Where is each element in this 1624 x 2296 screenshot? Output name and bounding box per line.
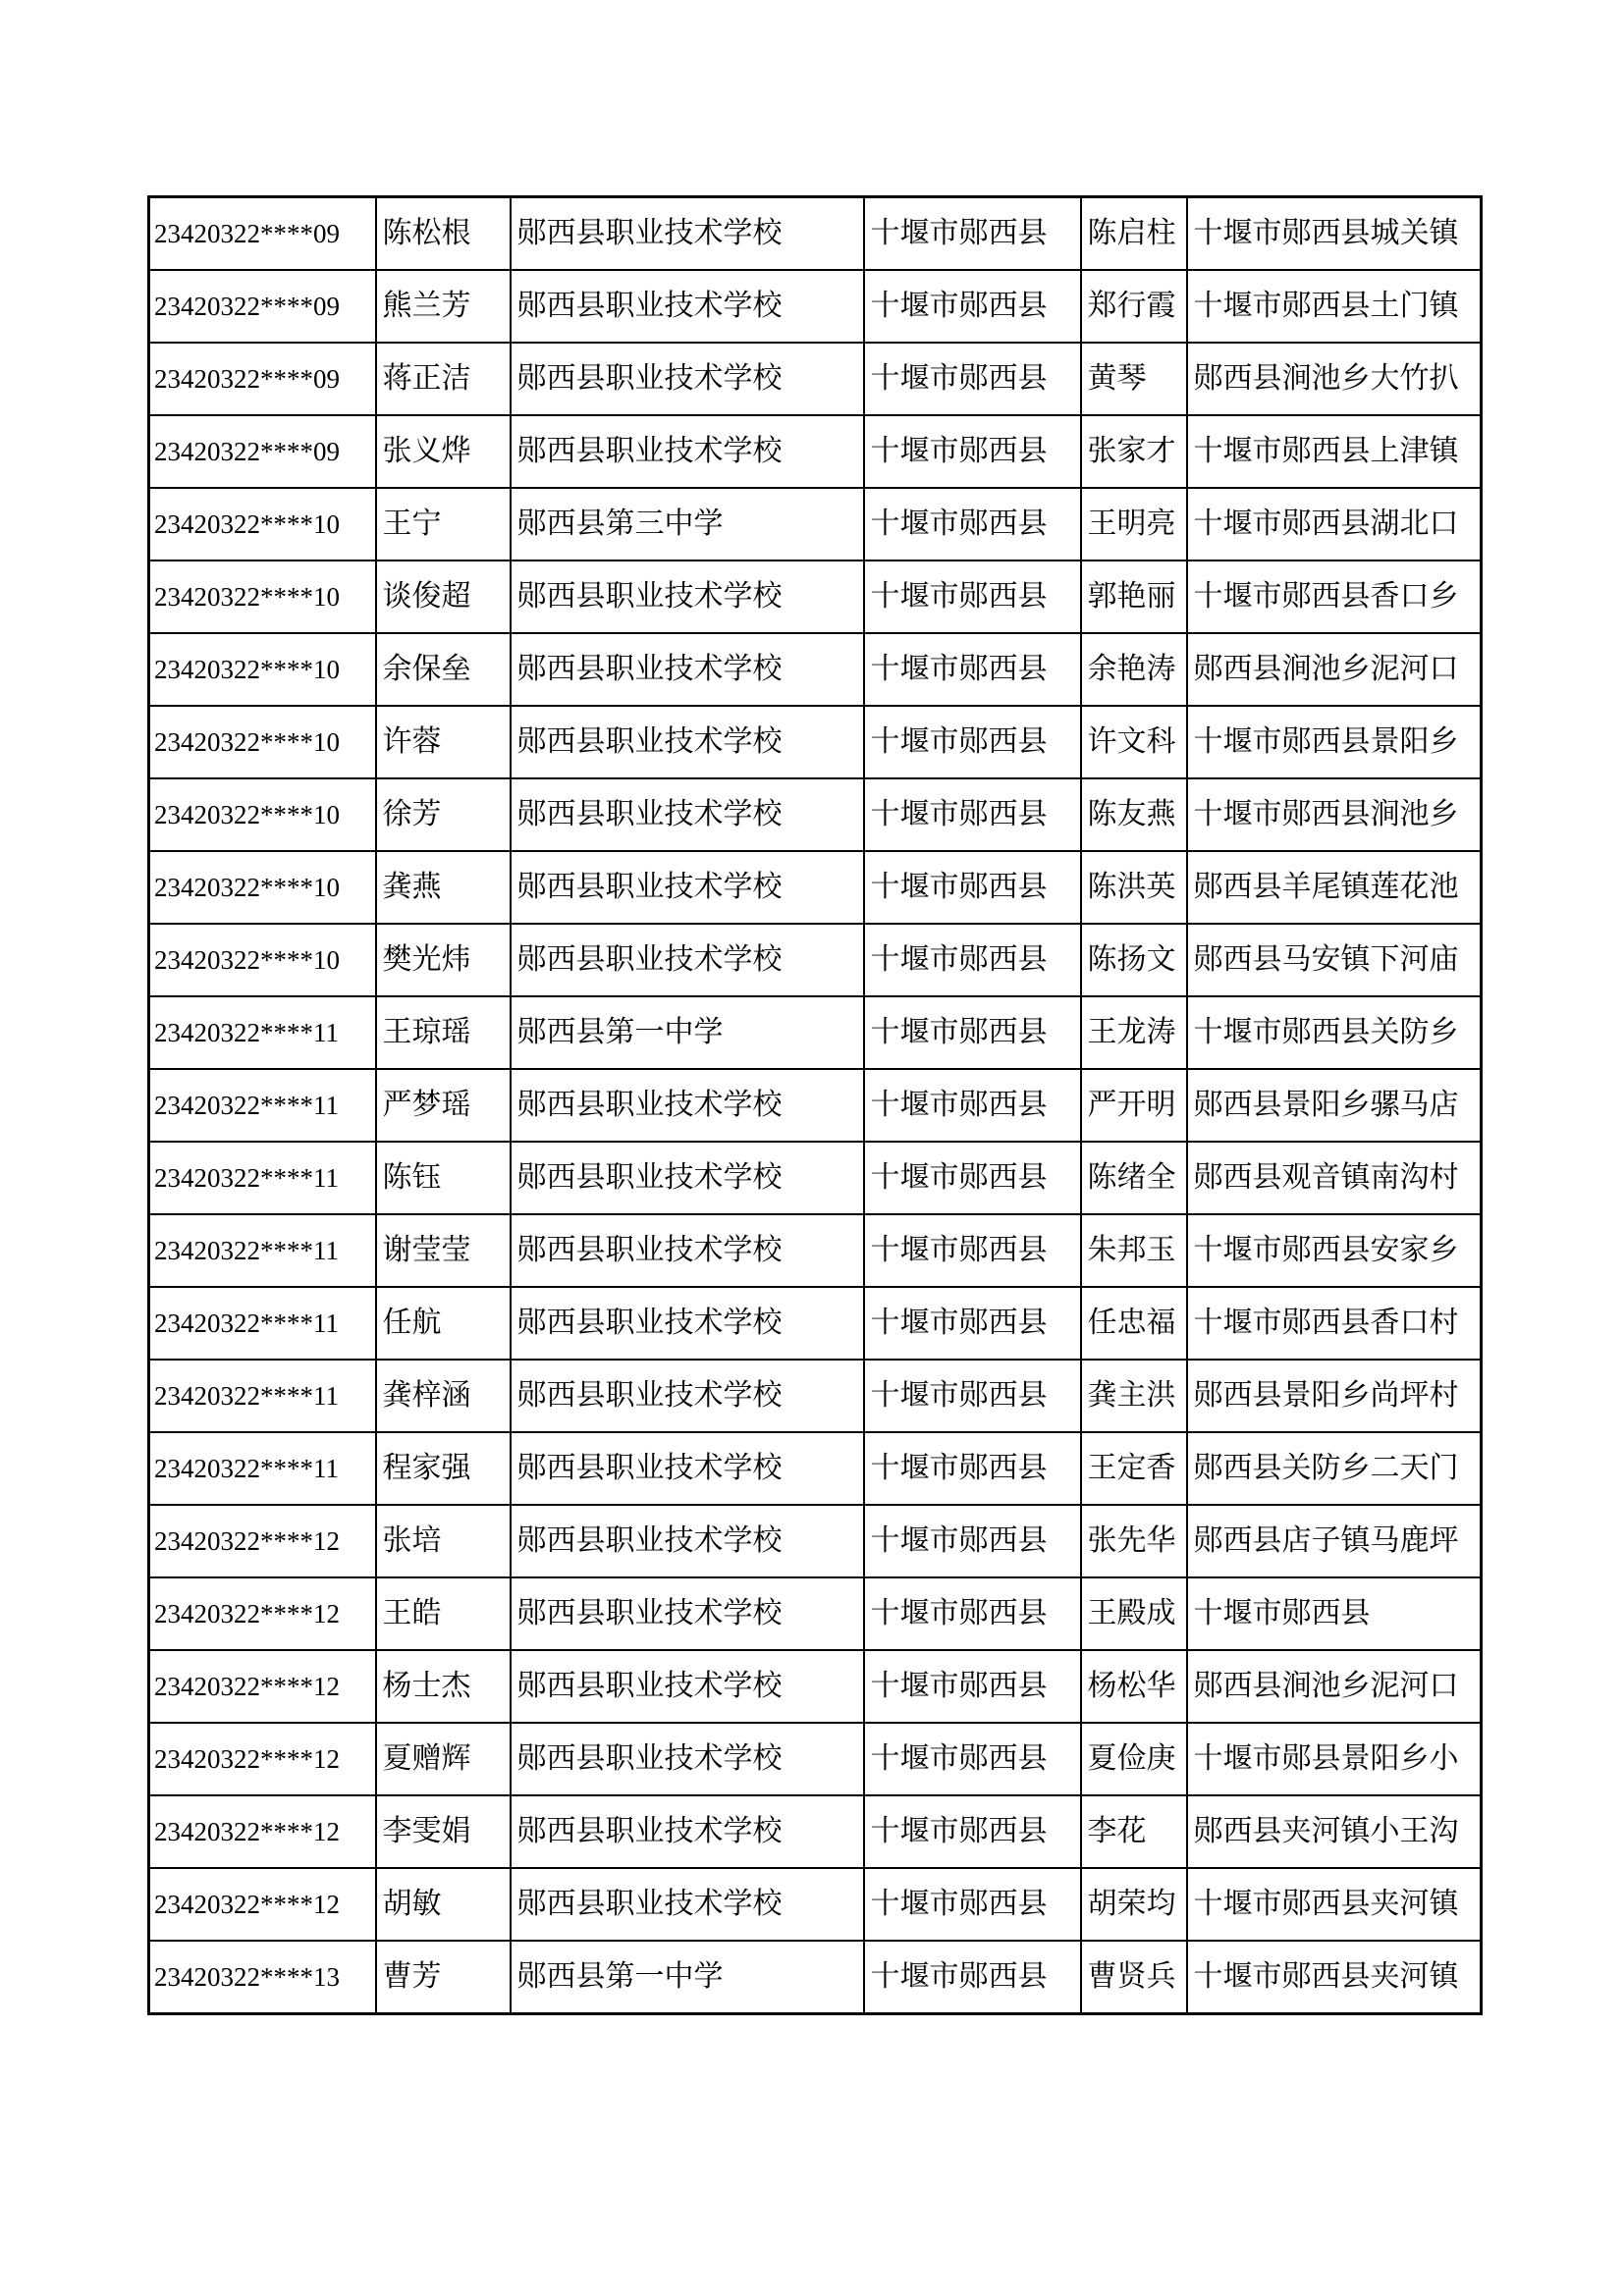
id-number-cell: 23420322****10	[149, 633, 376, 706]
table-row	[149, 343, 1482, 415]
address-cell: 郧西县马安镇下河庙	[1187, 924, 1482, 996]
table-row	[149, 633, 1482, 706]
school-cell: 郧西县职业技术学校	[511, 197, 864, 271]
table-row	[149, 1214, 1482, 1287]
id-number-cell: 23420322****12	[149, 1650, 376, 1723]
id-number-cell: 23420322****10	[149, 561, 376, 633]
id-number-cell: 23420322****10	[149, 488, 376, 561]
id-number-cell: 23420322****10	[149, 924, 376, 996]
school-cell: 郧西县职业技术学校	[511, 1432, 864, 1505]
id-number-cell: 23420322****11	[149, 1432, 376, 1505]
region-cell: 十堰市郧西县	[864, 561, 1081, 633]
id-number-cell: 23420322****11	[149, 1360, 376, 1432]
region-cell: 十堰市郧西县	[864, 1723, 1081, 1795]
guardian-name-cell: 王殿成	[1081, 1577, 1187, 1650]
guardian-name-cell: 曹贤兵	[1081, 1941, 1187, 2014]
id-number-cell: 23420322****11	[149, 1069, 376, 1142]
student-name-cell: 熊兰芳	[376, 270, 511, 343]
student-name-cell: 任航	[376, 1287, 511, 1360]
address-cell: 郧西县涧池乡泥河口	[1187, 1650, 1482, 1723]
table-row	[149, 488, 1482, 561]
id-number-cell: 23420322****09	[149, 270, 376, 343]
guardian-name-cell: 任忠福	[1081, 1287, 1187, 1360]
student-name-cell: 陈钰	[376, 1142, 511, 1214]
id-number-cell: 23420322****11	[149, 996, 376, 1069]
region-cell: 十堰市郧西县	[864, 1360, 1081, 1432]
student-name-cell: 陈松根	[376, 197, 511, 271]
address-cell: 十堰市郧西县	[1187, 1577, 1482, 1650]
guardian-name-cell: 王明亮	[1081, 488, 1187, 561]
region-cell: 十堰市郧西县	[864, 1941, 1081, 2014]
student-name-cell: 许蓉	[376, 706, 511, 778]
guardian-name-cell: 郑行霞	[1081, 270, 1187, 343]
region-cell: 十堰市郧西县	[864, 1432, 1081, 1505]
address-cell: 十堰市郧西县关防乡	[1187, 996, 1482, 1069]
table-row	[149, 1142, 1482, 1214]
student-name-cell: 张义烨	[376, 415, 511, 488]
address-cell: 郧西县店子镇马鹿坪	[1187, 1505, 1482, 1577]
address-cell: 十堰市郧西县土门镇	[1187, 270, 1482, 343]
id-number-cell: 23420322****13	[149, 1941, 376, 2014]
address-cell: 十堰市郧县景阳乡小	[1187, 1723, 1482, 1795]
region-cell: 十堰市郧西县	[864, 1650, 1081, 1723]
table-row	[149, 1650, 1482, 1723]
student-name-cell: 龚燕	[376, 851, 511, 924]
school-cell: 郧西县职业技术学校	[511, 1214, 864, 1287]
region-cell: 十堰市郧西县	[864, 1577, 1081, 1650]
region-cell: 十堰市郧西县	[864, 924, 1081, 996]
region-cell: 十堰市郧西县	[864, 1287, 1081, 1360]
guardian-name-cell: 许文科	[1081, 706, 1187, 778]
table-row	[149, 561, 1482, 633]
id-number-cell: 23420322****12	[149, 1795, 376, 1868]
table-row	[149, 851, 1482, 924]
region-cell: 十堰市郧西县	[864, 851, 1081, 924]
table-row	[149, 996, 1482, 1069]
student-name-cell: 程家强	[376, 1432, 511, 1505]
table-row	[149, 1941, 1482, 2014]
address-cell: 十堰市郧西县香口村	[1187, 1287, 1482, 1360]
region-cell: 十堰市郧西县	[864, 197, 1081, 271]
student-name-cell: 王宁	[376, 488, 511, 561]
address-cell: 十堰市郧西县香口乡	[1187, 561, 1482, 633]
student-name-cell: 曹芳	[376, 1941, 511, 2014]
guardian-name-cell: 余艳涛	[1081, 633, 1187, 706]
student-name-cell: 余保垒	[376, 633, 511, 706]
id-number-cell: 23420322****12	[149, 1505, 376, 1577]
student-name-cell: 谈俊超	[376, 561, 511, 633]
table-row	[149, 1360, 1482, 1432]
address-cell: 郧西县夹河镇小王沟	[1187, 1795, 1482, 1868]
table-row	[149, 1069, 1482, 1142]
school-cell: 郧西县职业技术学校	[511, 1723, 864, 1795]
school-cell: 郧西县职业技术学校	[511, 1577, 864, 1650]
address-cell: 十堰市郧西县湖北口	[1187, 488, 1482, 561]
table-row	[149, 1795, 1482, 1868]
student-name-cell: 谢莹莹	[376, 1214, 511, 1287]
guardian-name-cell: 陈友燕	[1081, 778, 1187, 851]
student-name-cell: 胡敏	[376, 1868, 511, 1941]
school-cell: 郧西县职业技术学校	[511, 1795, 864, 1868]
guardian-name-cell: 陈绪全	[1081, 1142, 1187, 1214]
school-cell: 郧西县职业技术学校	[511, 561, 864, 633]
address-cell: 郧西县涧池乡泥河口	[1187, 633, 1482, 706]
student-name-cell: 徐芳	[376, 778, 511, 851]
address-cell: 十堰市郧西县涧池乡	[1187, 778, 1482, 851]
guardian-name-cell: 李花	[1081, 1795, 1187, 1868]
region-cell: 十堰市郧西县	[864, 996, 1081, 1069]
guardian-name-cell: 陈洪英	[1081, 851, 1187, 924]
records-table	[147, 195, 1483, 2015]
student-name-cell: 樊光炜	[376, 924, 511, 996]
school-cell: 郧西县职业技术学校	[511, 924, 864, 996]
id-number-cell: 23420322****11	[149, 1214, 376, 1287]
school-cell: 郧西县职业技术学校	[511, 270, 864, 343]
school-cell: 郧西县职业技术学校	[511, 706, 864, 778]
region-cell: 十堰市郧西县	[864, 1868, 1081, 1941]
table-row	[149, 1287, 1482, 1360]
guardian-name-cell: 张先华	[1081, 1505, 1187, 1577]
table-row	[149, 778, 1482, 851]
guardian-name-cell: 夏俭庚	[1081, 1723, 1187, 1795]
address-cell: 十堰市郧西县城关镇	[1187, 197, 1482, 271]
id-number-cell: 23420322****11	[149, 1142, 376, 1214]
school-cell: 郧西县职业技术学校	[511, 778, 864, 851]
id-number-cell: 23420322****10	[149, 778, 376, 851]
table-row	[149, 415, 1482, 488]
region-cell: 十堰市郧西县	[864, 1142, 1081, 1214]
student-name-cell: 杨士杰	[376, 1650, 511, 1723]
school-cell: 郧西县职业技术学校	[511, 1650, 864, 1723]
guardian-name-cell: 王定香	[1081, 1432, 1187, 1505]
guardian-name-cell: 严开明	[1081, 1069, 1187, 1142]
id-number-cell: 23420322****10	[149, 706, 376, 778]
school-cell: 郧西县职业技术学校	[511, 1142, 864, 1214]
student-name-cell: 张培	[376, 1505, 511, 1577]
region-cell: 十堰市郧西县	[864, 488, 1081, 561]
guardian-name-cell: 张家才	[1081, 415, 1187, 488]
table-row	[149, 1432, 1482, 1505]
student-name-cell: 李雯娟	[376, 1795, 511, 1868]
region-cell: 十堰市郧西县	[864, 343, 1081, 415]
region-cell: 十堰市郧西县	[864, 778, 1081, 851]
school-cell: 郧西县职业技术学校	[511, 1868, 864, 1941]
guardian-name-cell: 杨松华	[1081, 1650, 1187, 1723]
school-cell: 郧西县职业技术学校	[511, 415, 864, 488]
id-number-cell: 23420322****12	[149, 1577, 376, 1650]
school-cell: 郧西县职业技术学校	[511, 1069, 864, 1142]
address-cell: 郧西县涧池乡大竹扒	[1187, 343, 1482, 415]
region-cell: 十堰市郧西县	[864, 633, 1081, 706]
school-cell: 郧西县职业技术学校	[511, 343, 864, 415]
table-row	[149, 1723, 1482, 1795]
address-cell: 十堰市郧西县景阳乡	[1187, 706, 1482, 778]
address-cell: 十堰市郧西县上津镇	[1187, 415, 1482, 488]
student-name-cell: 王琼瑶	[376, 996, 511, 1069]
region-cell: 十堰市郧西县	[864, 270, 1081, 343]
table-row	[149, 1868, 1482, 1941]
school-cell: 郧西县职业技术学校	[511, 1287, 864, 1360]
address-cell: 郧西县景阳乡尚坪村	[1187, 1360, 1482, 1432]
guardian-name-cell: 黄琴	[1081, 343, 1187, 415]
address-cell: 郧西县观音镇南沟村	[1187, 1142, 1482, 1214]
guardian-name-cell: 朱邦玉	[1081, 1214, 1187, 1287]
table-row	[149, 197, 1482, 271]
id-number-cell: 23420322****10	[149, 851, 376, 924]
school-cell: 郧西县职业技术学校	[511, 851, 864, 924]
address-cell: 十堰市郧西县安家乡	[1187, 1214, 1482, 1287]
address-cell: 郧西县羊尾镇莲花池	[1187, 851, 1482, 924]
table-row	[149, 706, 1482, 778]
address-cell: 郧西县关防乡二天门	[1187, 1432, 1482, 1505]
address-cell: 十堰市郧西县夹河镇	[1187, 1868, 1482, 1941]
guardian-name-cell: 龚主洪	[1081, 1360, 1187, 1432]
school-cell: 郧西县第三中学	[511, 488, 864, 561]
school-cell: 郧西县职业技术学校	[511, 633, 864, 706]
region-cell: 十堰市郧西县	[864, 706, 1081, 778]
school-cell: 郧西县职业技术学校	[511, 1360, 864, 1432]
guardian-name-cell: 陈扬文	[1081, 924, 1187, 996]
id-number-cell: 23420322****09	[149, 197, 376, 271]
guardian-name-cell: 王龙涛	[1081, 996, 1187, 1069]
student-name-cell: 龚梓涵	[376, 1360, 511, 1432]
region-cell: 十堰市郧西县	[864, 1069, 1081, 1142]
guardian-name-cell: 陈启柱	[1081, 197, 1187, 271]
id-number-cell: 23420322****09	[149, 415, 376, 488]
school-cell: 郧西县职业技术学校	[511, 1505, 864, 1577]
region-cell: 十堰市郧西县	[864, 415, 1081, 488]
student-name-cell: 严梦瑶	[376, 1069, 511, 1142]
address-cell: 十堰市郧西县夹河镇	[1187, 1941, 1482, 2014]
table-row	[149, 924, 1482, 996]
region-cell: 十堰市郧西县	[864, 1505, 1081, 1577]
id-number-cell: 23420322****12	[149, 1723, 376, 1795]
table-row	[149, 1577, 1482, 1650]
address-cell: 郧西县景阳乡骡马店	[1187, 1069, 1482, 1142]
table-row	[149, 1505, 1482, 1577]
records-table-body	[149, 197, 1482, 2014]
guardian-name-cell: 胡荣均	[1081, 1868, 1187, 1941]
guardian-name-cell: 郭艳丽	[1081, 561, 1187, 633]
region-cell: 十堰市郧西县	[864, 1214, 1081, 1287]
student-name-cell: 蒋正洁	[376, 343, 511, 415]
region-cell: 十堰市郧西县	[864, 1795, 1081, 1868]
school-cell: 郧西县第一中学	[511, 996, 864, 1069]
id-number-cell: 23420322****12	[149, 1868, 376, 1941]
id-number-cell: 23420322****11	[149, 1287, 376, 1360]
id-number-cell: 23420322****09	[149, 343, 376, 415]
table-row	[149, 270, 1482, 343]
student-name-cell: 王皓	[376, 1577, 511, 1650]
school-cell: 郧西县第一中学	[511, 1941, 864, 2014]
student-name-cell: 夏赠辉	[376, 1723, 511, 1795]
